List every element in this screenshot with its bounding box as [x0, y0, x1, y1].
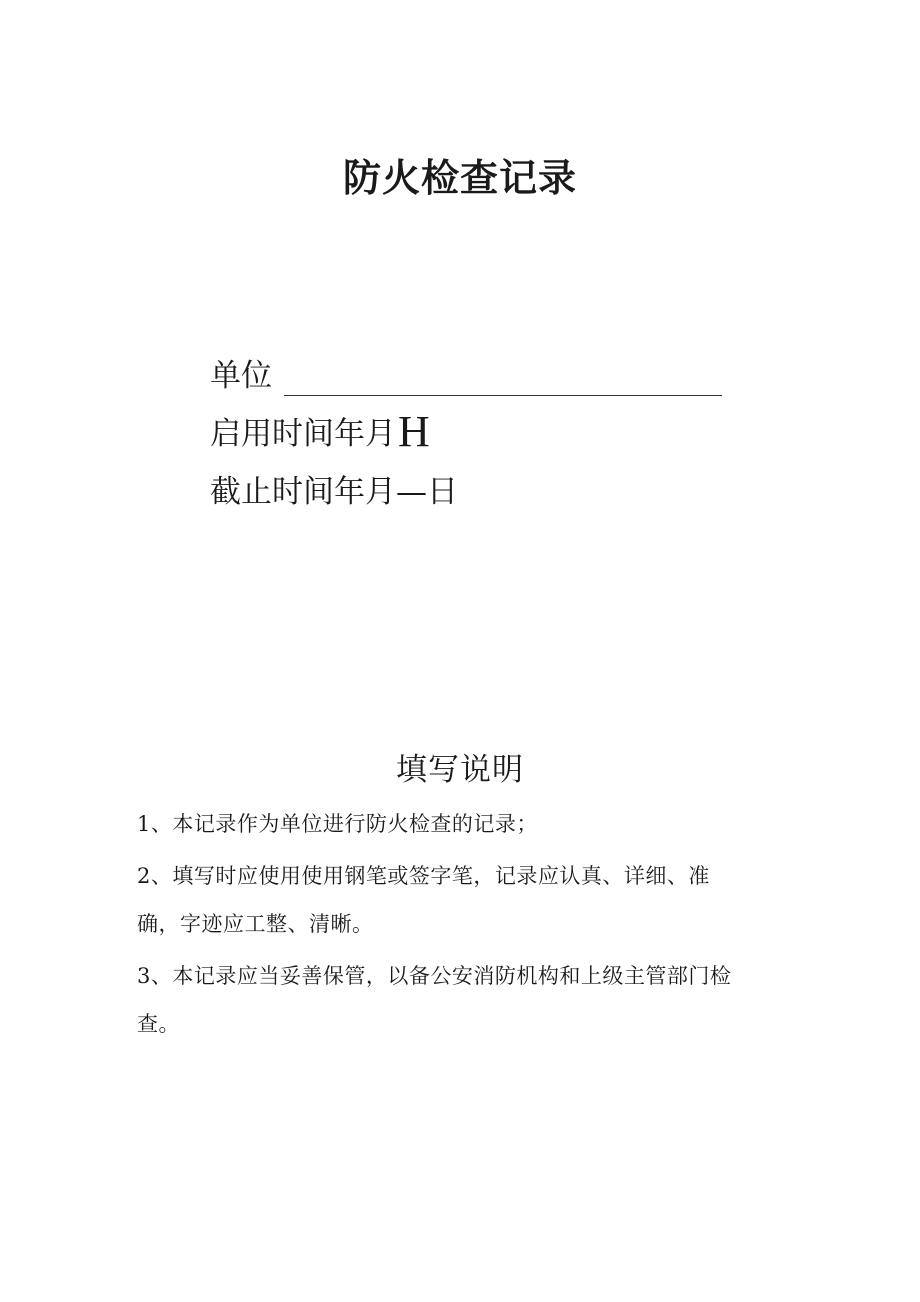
instruction-item-3: 3、本记录应当妥善保管，以备公安消防机构和上级主管部门检	[137, 964, 732, 988]
record-info-fields	[210, 338, 770, 512]
unit-blank-line[interactable]	[284, 361, 722, 396]
instruction-item-2-continued: 确，字迹应工整、清晰。	[137, 912, 374, 936]
instructions-title: 填写说明	[396, 752, 524, 788]
instructions-list	[137, 800, 787, 1048]
instruction-item-2: 2、填写时应使用使用钢笔或签字笔，记录应认真、详细、准	[137, 864, 710, 888]
unit-field	[210, 338, 770, 396]
instruction-item-1: 1、本记录作为单位进行防火检查的记录；	[137, 812, 538, 836]
instruction-item-3-continued: 查。	[137, 1012, 180, 1036]
page-title: 防火检查记录	[342, 155, 577, 201]
start-date-label: 启用时间年月	[210, 416, 396, 452]
start-date-suffix: H	[398, 407, 430, 456]
end-date-field	[210, 454, 770, 512]
end-date-label: 截止时间年月—日	[210, 474, 458, 510]
start-date-field	[210, 396, 770, 454]
unit-label: 单位	[210, 358, 272, 394]
